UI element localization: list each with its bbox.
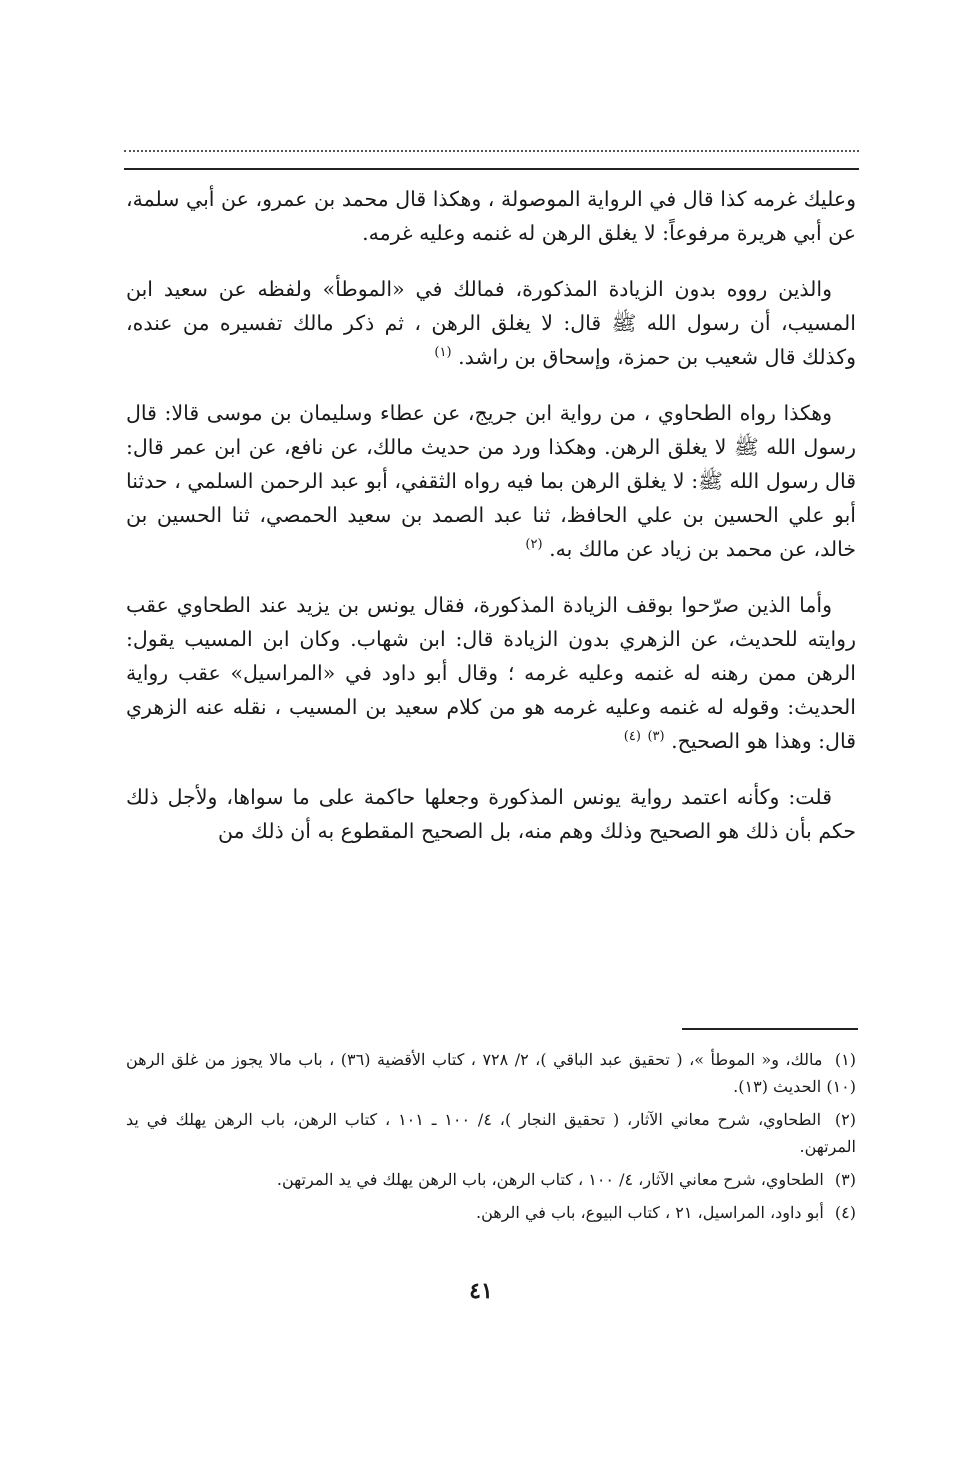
footnote-ref-2[interactable]: (٢) <box>525 537 543 553</box>
footnote-text: أبو داود، المراسيل، ٢١ ، كتاب البيوع، باب في الرهن. <box>476 1203 824 1222</box>
header-solid-rule <box>124 168 859 170</box>
footnote-ref-1[interactable]: (١) <box>434 345 452 361</box>
footnote-ref-3[interactable]: (٣) <box>647 729 665 745</box>
paragraph-5: قلت: وكأنه اعتمد رواية يونس المذكورة وجعلها حاكمة على ما سواها، ولأجل ذلك حكم بأن ذلك هو الصحيح وذلك وهم منه، بل الصحيح المقطوع به أن ذلك من <box>126 785 856 843</box>
footnotes-section <box>126 1046 856 1232</box>
footnote-text: الطحاوي، شرح معاني الآثار، ٤/ ١٠٠ ، كتاب الرهن، باب الرهن يهلك في يد المرتهن. <box>276 1170 824 1189</box>
footnote-text: الطحاوي، شرح معاني الآثار، ( تحقيق النجار )، ٤/ ١٠٠ ـ ١٠١ ، كتاب الرهن، باب الرهن يهلك في يد المرتهن. <box>126 1110 856 1156</box>
footnote-number: (٤) <box>834 1203 856 1222</box>
footnote-4 <box>126 1199 856 1226</box>
paragraph-2: والذين رووه بدون الزيادة المذكورة، فمالك في «الموطأ» ولفظه عن سعيد ابن المسيب، أن رسول الله ﷺ قال: لا يغلق الرهن ، ثم ذكر مالك تفسيره من عنده، وكذلك قال شعيب بن حمزة، وإسحاق بن راشد. $^{(١)}$ <box>126 277 856 369</box>
paragraph-4: وأما الذين صرّحوا بوقف الزيادة المذكورة، فقال يونس بن يزيد عند الطحاوي عقب روايته للحديث، عن الزهري بدون الزيادة قال: ابن شهاب. وكان ابن المسيب يقول: الرهن ممن رهنه له غنمه وعليه غرمه ؛ وقال أبو داود في «المراسيل» عقب رواية الحديث: وقوله له غنمه وعليه غرمه هو من كلام سعيد بن المسيب ، نقله عنه الزهري قال: وهذا هو الصحيح. $^{(٣)}$ $^{(٤)}$ <box>126 593 856 753</box>
footnote-number: (٣) <box>834 1170 856 1189</box>
footnote-2 <box>126 1106 856 1160</box>
footnote-3 <box>126 1166 856 1193</box>
main-text <box>126 182 856 870</box>
footnote-number: (١) <box>834 1050 856 1069</box>
footnote-number: (٢) <box>834 1110 857 1129</box>
page-number: ٤١ <box>469 1278 493 1304</box>
footnote-ref-4[interactable]: (٤) <box>623 729 641 745</box>
footnote-separator <box>682 1028 858 1030</box>
footnote-1 <box>126 1046 856 1100</box>
header-dotted-rule <box>124 150 859 152</box>
footnote-text: مالك، و« الموطأ »، ( تحقيق عبد الباقي )، ٢/ ٧٢٨ ، كتاب الأقضية (٣٦) ، باب مالا يجوز من غلق الرهن (١٠) الحديث (١٣). <box>126 1050 856 1096</box>
paragraph-1: وعليك غرمه كذا قال في الرواية الموصولة ، وهكذا قال محمد بن عمرو، عن أبي سلمة، عن أبي هريرة مرفوعاً: لا يغلق الرهن له غنمه وعليه غرمه. <box>126 187 856 245</box>
paragraph-3: وهكذا رواه الطحاوي ، من رواية ابن جريج، عن عطاء وسليمان بن موسى قالا: قال رسول الله ﷺ لا يغلق الرهن. وهكذا ورد من حديث مالك، عن نافع، عن ابن عمر قال: قال رسول الله ﷺ: لا يغلق الرهن بما فيه رواه الثقفي، أبو عبد الرحمن السلمي ، حدثنا أبو علي الحسين بن علي الحافظ، ثنا عبد الصمد بن سعيد الحمصي، ثنا الحسين بن خالد، عن محمد بن زياد عن مالك به. $^{(٢)}$ <box>126 401 856 561</box>
